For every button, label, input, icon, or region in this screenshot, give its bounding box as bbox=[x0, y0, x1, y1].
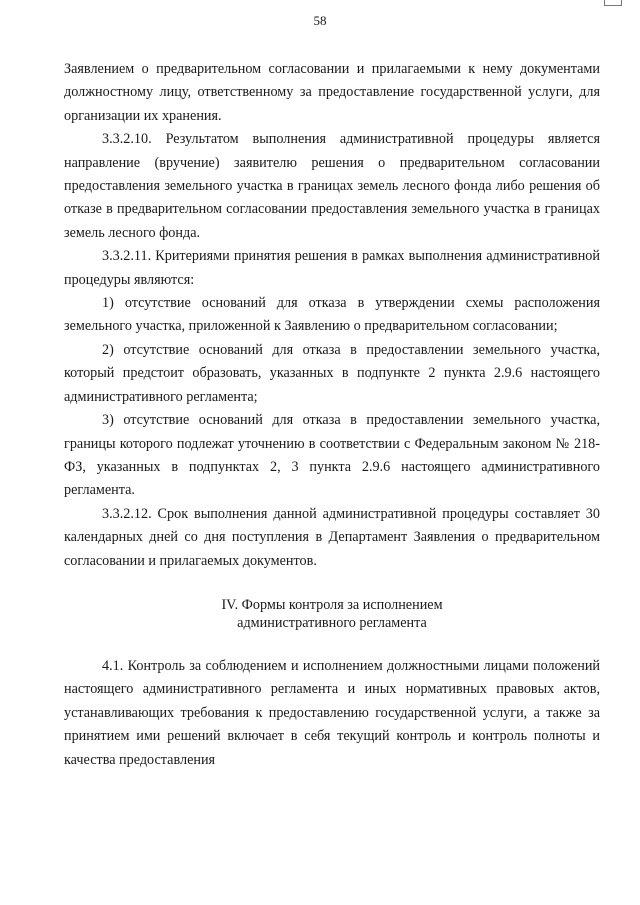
paragraph-4-1: 4.1. Контроль за соблюдением и исполнением должностными лицами положений настоящего административного регламента и иных нормативных правовых актов, устанавливающих требования к предоставлению государственной услуги, а также за принятием ими решений включает в себя текущий контроль и контроль полноты и качества предоставления bbox=[64, 657, 600, 768]
paragraph-continuation: Заявлением о предварительном согласовании и прилагаемыми к нему документами должностному лицу, ответственному за предоставление государственной услуги, для организации их хранения. bbox=[64, 61, 600, 124]
section-heading-line-1: IV. Формы контроля за исполнением bbox=[221, 596, 443, 613]
paragraph-3-3-2-10: 3.3.2.10. Результатом выполнения административной процедуры является направление (вручение) заявителю решения о предварительном согласовании предоставления земельного участка в границах земель лесного фонда либо решения об отказе в предварительном согласовании предоставления земельного участка в границах земель лесного фонда. bbox=[64, 131, 600, 241]
section-heading-line-2: административного регламента bbox=[237, 614, 427, 631]
list-item-criterion-3: 3) отсутствие оснований для отказа в предоставлении земельного участка, границы которого подлежат уточнению в соответствии с Федеральным законом № 218-ФЗ, указанных в подпунктах 2, 3 пункта 2.9.6 настоящего административного регламента. bbox=[64, 412, 600, 499]
section-heading bbox=[64, 596, 600, 632]
page-corner-mark bbox=[604, 0, 622, 6]
list-item-criterion-2: 2) отсутствие оснований для отказа в предоставлении земельного участка, который предстоит образовать, указанных в подпункте 2 пункта 2.9.6 настоящего административного регламента; bbox=[64, 341, 600, 405]
page-number: 58 bbox=[313, 13, 327, 28]
list-item-criterion-1: 1) отсутствие оснований для отказа в утверждении схемы расположения земельного участка, приложенной к Заявлению о предварительном согласовании; bbox=[64, 295, 600, 335]
paragraph-3-3-2-11: 3.3.2.11. Критериями принятия решения в рамках выполнения административной процедуры являются: bbox=[64, 248, 600, 288]
paragraph-3-3-2-12: 3.3.2.12. Срок выполнения данной административной процедуры составляет 30 календарных дней со дня поступления в Департамент Заявления о предварительном согласовании и прилагаемых документов. bbox=[64, 505, 600, 569]
document-body bbox=[64, 58, 600, 772]
